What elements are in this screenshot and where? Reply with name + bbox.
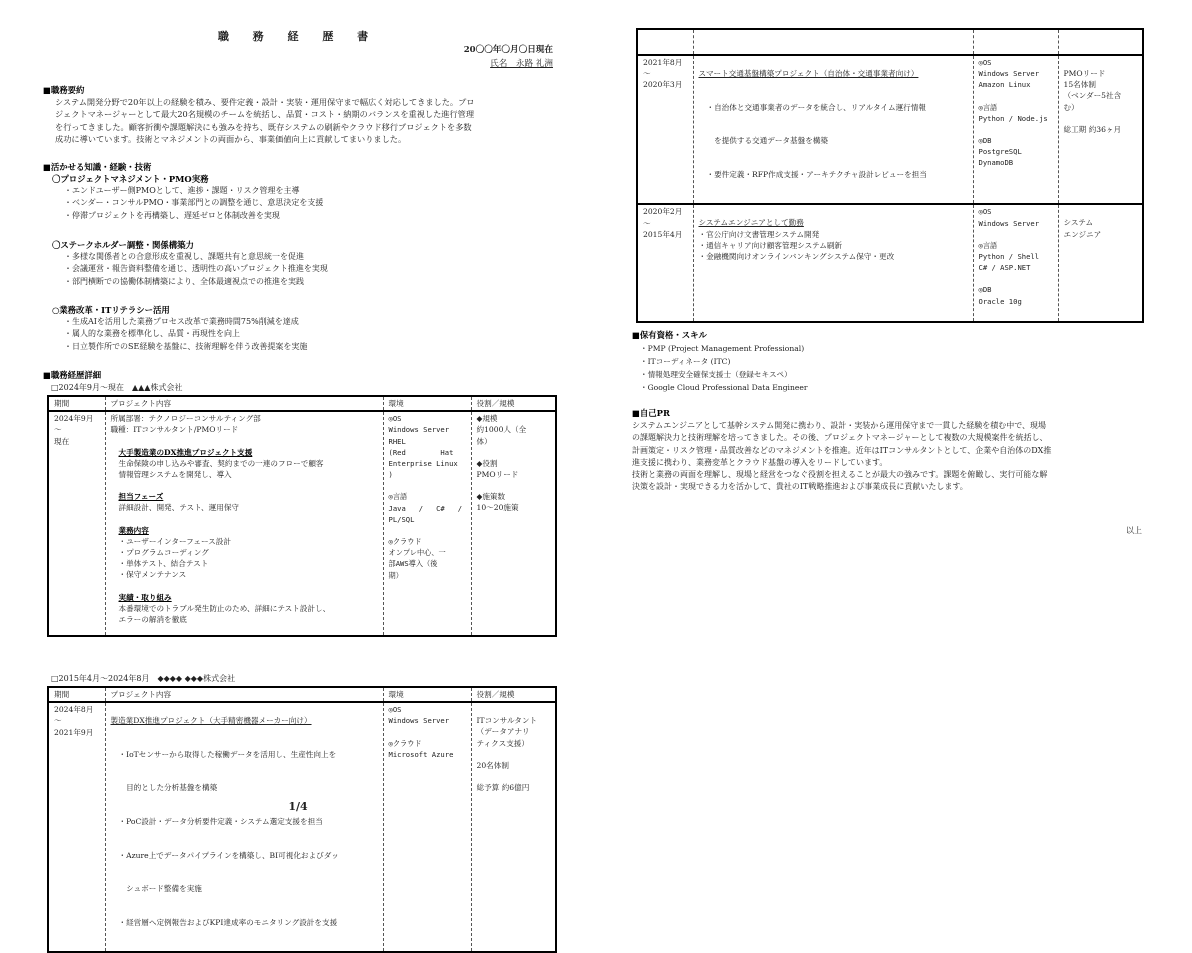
- env-line: Python / Shell: [978, 252, 1040, 262]
- skills-item: ・属人的な業務を標準化し、品質・再現性を向上: [64, 329, 240, 339]
- project-title: 大手製造業のDX推進プロジェクト支援: [118, 447, 253, 457]
- period-end: 2021年9月: [54, 727, 94, 737]
- env-line: ◎クラウド: [388, 537, 422, 547]
- summary-line: ジェクトマネージャーとして最大20名規模のチームを統括し、品質・コスト・納期のバランスを重視した進行管理: [55, 109, 475, 120]
- env-line: DynamoDB: [978, 158, 1014, 168]
- skills-group-title: 〇プロジェクトマネジメント・PMO実務: [52, 174, 209, 184]
- self-pr-line: 技術と業務の両面を理解し、現場と経営をつなぐ役割を担えることが最大の強みです。課題を俯瞰し、実行可能な解: [632, 470, 1048, 480]
- project-title: 製造業DX推進プロジェクト（大手精密機器メーカー向け）: [110, 716, 312, 726]
- header-environment: 環境: [383, 687, 471, 702]
- skills-item: ・エンドユーザー側PMOとして、進捗・課題・リスク管理を主導: [64, 186, 300, 196]
- header-period: 期間: [48, 687, 105, 702]
- document-date: 20〇〇年〇月〇日現在: [463, 45, 553, 55]
- project-title: スマート交通基盤構築プロジェクト（自治体・交通事業者向け）: [698, 69, 919, 78]
- skills-item: ・日立製作所でのSE経験を基盤に、技術理解を伴う改善提案を実施: [64, 341, 308, 351]
- env-line: 期）: [388, 570, 403, 580]
- role-line: ティクス支援）: [476, 738, 529, 748]
- role-line: PMOリード: [1063, 69, 1106, 78]
- period-start: 2024年9月: [54, 414, 94, 424]
- role-cell: [471, 702, 556, 952]
- role-line: 15名体制: [1063, 80, 1096, 90]
- project-title: システムエンジニアとして勤務: [698, 218, 804, 228]
- env-line: ◎クラウド: [388, 738, 422, 748]
- period-start: 2021年8月: [643, 58, 683, 67]
- env-line: ◎OS: [978, 58, 992, 67]
- period-cell: [637, 55, 693, 204]
- skills-group-reform: [52, 304, 552, 353]
- period-cell: [48, 702, 105, 952]
- company1-label: □2024年9月～現在 ▲▲▲株式会社: [51, 383, 183, 392]
- role-line: ITコンサルタント: [476, 716, 538, 726]
- period-end: 2015年4月: [643, 229, 683, 239]
- project-cell: [105, 411, 383, 636]
- period-cell: [637, 204, 693, 322]
- certifications-list: [632, 342, 1152, 394]
- skills-group-stakeholder: [52, 239, 552, 288]
- work-item: ・保守メンテナンス: [118, 570, 187, 580]
- role-cell: [1058, 55, 1143, 204]
- env-line: Windows Server: [388, 716, 450, 726]
- env-line: Python / Node.js: [978, 113, 1048, 123]
- skills-item: ・停滞プロジェクトを再構築し、遅延ゼロと体制改善を実現: [64, 210, 280, 220]
- env-line: ◎言語: [978, 102, 998, 112]
- phase-text: 詳細設計、開発、テスト、運用保守: [118, 503, 240, 513]
- env-line: Windows Server: [388, 425, 450, 435]
- skills-item: ・会議運営・報告資料整備を通じ、透明性の高いプロジェクト推進を実現: [64, 264, 328, 274]
- env-line: Windows Server: [978, 218, 1040, 228]
- env-line: ◎言語: [978, 240, 998, 250]
- environment-cell: [973, 204, 1058, 322]
- department: 所属部署：テクノロジーコンサルティング部: [110, 414, 261, 424]
- summary-line: を行ってきました。顧客折衝や課題解決にも強みを持ち、既存システムの刷新やクラウド移行プロジェクトを多数: [55, 121, 472, 132]
- certification-item: ・PMP (Project Management Professional): [640, 344, 805, 353]
- self-pr-text: [632, 420, 1152, 494]
- skills-item: ・ベンダー・コンサルPMO・事業部門との調整を通じ、意思決定を支援: [64, 198, 324, 208]
- env-line: RHEL: [388, 436, 406, 446]
- project-item: ・要件定義・RFP作成支援・アーキテクチャ設計レビューを担当: [706, 169, 927, 179]
- env-line: PostgreSQL: [978, 147, 1022, 157]
- page-2: [596, 0, 1192, 842]
- self-pr-line: 進支援に携わり、業務変革とクラウド基盤の導入をリードしています。: [632, 457, 888, 467]
- applicant-name: 氏名 永路 礼洲: [490, 59, 553, 69]
- role-cell: [471, 411, 556, 636]
- environment-cell: [383, 411, 471, 636]
- env-line: Java / C# /: [388, 503, 463, 513]
- role-line: ◆施策数: [476, 492, 506, 502]
- env-line: オンプレ中心、一: [388, 548, 446, 558]
- company2-label: □2015年4月～2024年8月 ◆◆◆◆ ◆◆◆株式会社: [51, 674, 236, 683]
- env-line: ◎OS: [388, 414, 402, 424]
- job-type: 職種：ITコンサルタント/PMOリード: [110, 425, 239, 435]
- table-row: [48, 411, 556, 636]
- project-item: ・PoC設計・データ分析要件定義・システム選定支援を担当: [118, 817, 323, 827]
- summary-line: 成功に導いています。技術とマネジメントの両面から、事業価値向上に貢献してまいりました。: [55, 133, 407, 144]
- role-line: 体）: [476, 436, 492, 446]
- summary-heading: ■職務要約: [43, 85, 85, 95]
- role-line: 10～20施策: [476, 503, 519, 513]
- period-start: 2024年8月: [54, 705, 94, 715]
- env-line: Oracle 10g: [978, 296, 1022, 306]
- project-cell: [693, 204, 973, 322]
- role-line: 総予算 約6億円: [476, 783, 530, 793]
- role-line: PMOリード: [476, 470, 519, 480]
- project-item: ・自治体と交通事業者のデータを統合し、リアルタイム運行情報: [706, 102, 926, 112]
- project-item: 目的とした分析基盤を構築: [118, 783, 218, 793]
- certifications-heading: ■保有資格・スキル: [632, 330, 707, 340]
- role-line: む）: [1063, 102, 1079, 112]
- period-sep: ～: [54, 716, 62, 726]
- summary-line: システム開発分野で20年以上の経験を積み、要件定義・設計・実装・運用保守まで幅広く対応してきました。プロ: [55, 97, 475, 107]
- skills-group-title: ○業務改革・ITリテラシー活用: [52, 305, 170, 315]
- env-line: Enterprise Linux: [388, 459, 458, 469]
- table-row: [637, 204, 1143, 322]
- table-header-row: [48, 396, 556, 411]
- period-start: 2020年2月: [643, 207, 683, 217]
- certification-item: ・Google Cloud Professional Data Engineer: [640, 383, 808, 392]
- skills-item: ・部門横断での協働体制構築により、全体最適視点での推進を実践: [64, 276, 304, 286]
- env-line: (Red Hat: [388, 447, 454, 457]
- role-line: ◆規模: [476, 414, 498, 424]
- company1-table: [47, 395, 557, 637]
- role-line: 総工期 約36ヶ月: [1063, 124, 1122, 134]
- project-item: ・官公庁向け文書管理システム開発: [698, 229, 820, 239]
- header-role: 役割／規模: [471, 396, 556, 411]
- env-line: ◎DB: [978, 136, 992, 146]
- project-cell: [693, 55, 973, 204]
- document-title: 職 務 経 歴 書: [217, 30, 379, 43]
- project-desc: 生命保険の申し込みや審査、契約までの一連のフローで顧客: [118, 458, 324, 468]
- self-pr-line: 決策を設計・実現できる力を活かして、貴社のIT戦略推進および事業成長に貢献いたします。: [632, 482, 968, 492]
- env-line: ◎OS: [388, 705, 402, 715]
- role-line: 約1000人（全: [476, 425, 527, 435]
- environment-cell: [383, 702, 471, 952]
- env-line: Amazon Linux: [978, 80, 1031, 90]
- work-item: ・ユーザーインターフェース設計: [118, 536, 231, 546]
- project-item: ・金融機関向けオンラインバンキングシステム保守・更改: [698, 252, 895, 262]
- header-environment: 環境: [383, 396, 471, 411]
- page-1: [0, 0, 596, 927]
- work-title: 業務内容: [118, 525, 149, 535]
- env-line: 部AWS導入（後: [388, 559, 438, 569]
- project-cell: [105, 702, 383, 952]
- work-item: ・単体テスト、結合テスト: [118, 559, 209, 569]
- project-desc: 情報管理システムを開発し、導入: [118, 470, 232, 480]
- result-text: 本番環境でのトラブル発生防止のため、詳細にテスト設計し、: [118, 603, 331, 613]
- role-line: 20名体制: [476, 760, 509, 770]
- header-project: プロジェクト内容: [105, 396, 383, 411]
- header-project: プロジェクト内容: [105, 687, 383, 702]
- self-pr-line: の課題解決力と技術理解を培ってきました。その後、プロジェクトマネージャーとして複数の大規模案件を統括し、: [632, 433, 1048, 443]
- table-row: [48, 702, 556, 952]
- env-line: ◎言語: [388, 492, 408, 502]
- company2-table-part1: [47, 686, 557, 953]
- role-cell: [1058, 204, 1143, 322]
- closing-text: 以上: [1126, 526, 1142, 535]
- project-item: ・経営層へ定例報告およびKPI達成率のモニタリング設計を支援: [118, 917, 338, 927]
- certification-item: ・ITコーディネータ (ITC): [640, 357, 731, 366]
- role-line: エンジニア: [1063, 229, 1102, 239]
- period-cell: [48, 411, 105, 636]
- period-end: 現在: [54, 436, 70, 446]
- env-line: Microsoft Azure: [388, 749, 454, 759]
- self-pr-line: 計画策定・リスク管理・品質改善などのマネジメントを推進。近年はITコンサルタントとして、企業や自治体のDX推: [632, 445, 1052, 455]
- role-line: システム: [1063, 218, 1094, 228]
- self-pr-line: システムエンジニアとして基幹システム開発に携わり、設計・実装から運用保守まで一貫した経験を積む中で、現場: [632, 421, 1047, 430]
- phase-title: 担当フェーズ: [118, 492, 164, 502]
- skills-item: ・生成AIを活用した業務プロセス改革で業務時間75%削減を達成: [64, 317, 299, 327]
- header-role: 役割／規模: [471, 687, 556, 702]
- project-item: シュボード整備を実施: [118, 884, 202, 894]
- result-title: 実績・取り組み: [118, 592, 172, 602]
- period-sep: ～: [54, 425, 62, 435]
- skills-heading: ■活かせる知識・経験・技術: [43, 162, 152, 172]
- env-line: ◎OS: [978, 207, 992, 217]
- env-line: ◎DB: [978, 285, 992, 295]
- environment-cell: [973, 55, 1058, 204]
- skills-group-pm: [52, 173, 552, 222]
- project-item: ・通信キャリア向け顧客管理システム刷新: [698, 240, 843, 250]
- role-line: （データアナリ: [476, 727, 530, 737]
- certification-item: ・情報処理安全確保支援士（登録セキスペ）: [640, 370, 792, 379]
- env-line: C# / ASP.NET: [978, 263, 1031, 273]
- period-end: 2020年3月: [643, 80, 683, 90]
- role-line: ◆役割: [476, 458, 498, 468]
- table-row: [637, 55, 1143, 204]
- table-header-row-empty: [637, 29, 1143, 55]
- period-sep: ～: [643, 218, 651, 228]
- result-text: エラーの解消を徹底: [118, 615, 187, 625]
- header-period: 期間: [48, 396, 105, 411]
- company2-table-part2: [636, 28, 1144, 323]
- period-sep: ～: [643, 69, 651, 79]
- role-line: （ベンダー5社含: [1063, 91, 1122, 101]
- project-item: ・Azure上でデータパイプラインを構築し、BI可視化およびダッ: [118, 850, 339, 860]
- env-line: ): [388, 470, 393, 480]
- history-heading: ■職務経歴詳細: [43, 370, 102, 380]
- env-line: Windows Server: [978, 69, 1040, 79]
- page-number: 1/4: [288, 800, 308, 813]
- summary-text: [55, 96, 555, 145]
- env-line: PL/SQL: [388, 514, 415, 524]
- project-item: ・IoTセンサーから取得した稼働データを活用し、生産性向上を: [118, 749, 337, 759]
- work-item: ・プログラムコーディング: [118, 548, 209, 558]
- project-item: を提供する交通データ基盤を構築: [706, 136, 828, 146]
- skills-group-title: 〇ステークホルダー調整・関係構築力: [52, 240, 194, 250]
- self-pr-heading: ■自己PR: [632, 408, 670, 418]
- skills-item: ・多様な関係者との合意形成を重視し、課題共有と意思統一を促進: [64, 252, 304, 262]
- table-header-row: [48, 687, 556, 702]
